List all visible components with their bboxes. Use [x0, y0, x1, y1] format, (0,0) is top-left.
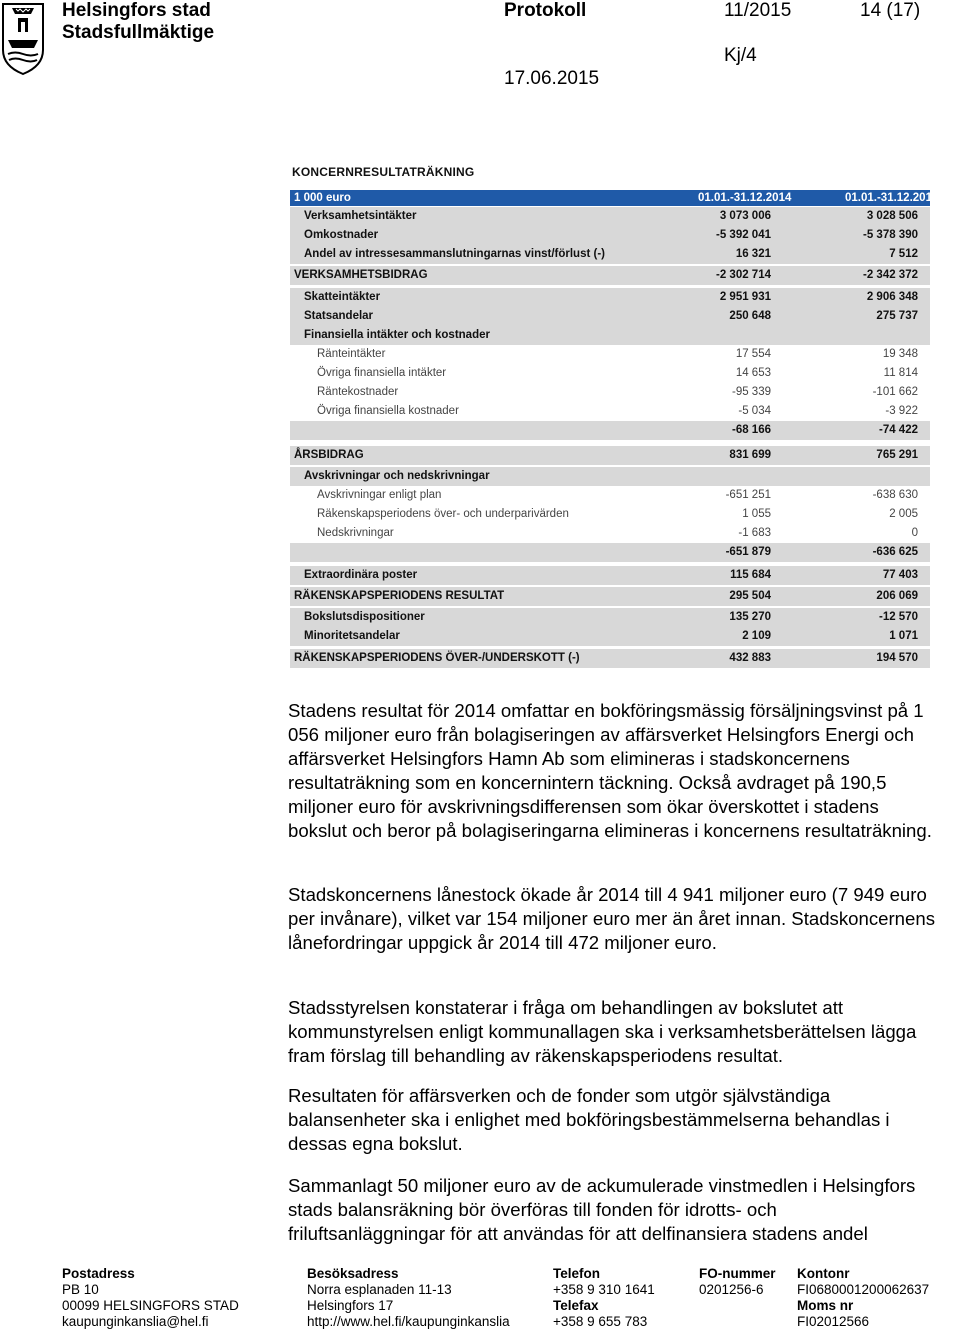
value-2014: 432 883 — [729, 652, 771, 664]
row-label: Avskrivningar enligt plan — [317, 489, 442, 501]
paragraph-loan-stock: Stadskoncernens lånestock ökade år 2014 till 4 941 miljoner euro (7 949 euro per invånare), vilket var 154 miljoner euro mer än året innan. Stadskoncernens lånefordringar uppgick år 2014 till 472 miljoner euro. — [288, 884, 935, 953]
value-2013: 765 291 — [876, 449, 918, 461]
table-row — [290, 226, 930, 245]
paragraph-enterprise-results: Resultaten för affärsverken och de fonder som utgör självständiga balansenheter ska i enlighet med bokföringsbestämmelserna behandlas i dessas egna bokslut. — [288, 1085, 890, 1154]
row-label: Räkenskapsperiodens över- och underparivärden — [317, 508, 569, 520]
footer-label: FO-nummer — [699, 1266, 776, 1281]
footer-value: +358 9 655 783 — [553, 1314, 648, 1329]
footer-label: Postadress — [62, 1266, 135, 1281]
value-2013: -101 662 — [872, 386, 918, 398]
value-2014: -651 879 — [725, 546, 771, 558]
footer-label: Telefon — [553, 1266, 600, 1281]
table-row — [290, 608, 930, 627]
value-2013: 275 737 — [876, 310, 918, 322]
row-label: Statsandelar — [304, 310, 374, 322]
footer-email: kaupunginkanslia@hel.fi — [62, 1314, 209, 1329]
row-label: Skatteintäkter — [304, 291, 381, 303]
value-2013: 2 005 — [889, 508, 918, 520]
table-row — [290, 627, 930, 646]
doc-number: 11/2015 — [724, 0, 792, 21]
value-2014: 115 684 — [730, 569, 771, 581]
value-2013: 1 071 — [889, 630, 918, 642]
paragraph-result-2014: Stadens resultat för 2014 omfattar en bokföringsmässig försäljningsvinst på 1 056 miljoner euro från bolagiseringen av affärsverket Helsingfors Energi och affärsverket Helsingfors Hamn Ab som elimineras i stadskoncernens resultaträkning som en koncernintern täckning. Också avdraget på 190,5 miljoner euro för avskrivningsdifferensen som ökar överskottet i stadens bokslut och beror på bolagiseringarna elimineras i koncernens resultaträkning. — [288, 700, 932, 841]
table-row — [290, 486, 930, 505]
table-row — [290, 364, 930, 383]
row-label: Avskrivningar och nedskrivningar — [304, 470, 490, 482]
value-2013: 19 348 — [882, 348, 918, 360]
section-code: Kj/4 — [724, 45, 757, 66]
table-row — [290, 288, 930, 307]
value-2014: 14 653 — [735, 367, 771, 379]
value-2013: 2 906 348 — [866, 291, 918, 303]
row-label: Ränteintäkter — [317, 348, 386, 360]
value-2014: -5 034 — [738, 405, 771, 417]
table-row — [290, 524, 930, 543]
value-2014: 250 648 — [729, 310, 771, 322]
meeting-date: 17.06.2015 — [504, 68, 600, 89]
row-label: Nedskrivningar — [317, 527, 394, 539]
table-row — [290, 207, 930, 226]
footer-value: FI02012566 — [797, 1314, 870, 1329]
org-body: Stadsfullmäktige — [62, 22, 215, 43]
row-label: Andel av intressesammanslutningarnas vinst/förlust (-) — [304, 248, 605, 260]
value-2014: -68 166 — [731, 424, 771, 436]
footer-visiting-address — [307, 1266, 510, 1330]
value-2013: 11 814 — [883, 367, 918, 379]
row-label: Övriga finansiella intäkter — [317, 367, 447, 379]
table-title: KONCERNRESULTATRÄKNING — [292, 165, 475, 179]
footer-phone — [553, 1266, 655, 1330]
table-row — [290, 505, 930, 524]
table-row — [290, 446, 930, 465]
value-2014: 16 321 — [735, 248, 771, 260]
footer-postal-address — [62, 1266, 239, 1330]
value-2013: -3 922 — [885, 405, 918, 417]
row-label: RÄKENSKAPSPERIODENS RESULTAT — [294, 590, 505, 602]
footer-label: Telefax — [553, 1298, 599, 1313]
value-2014: -2 302 714 — [716, 269, 771, 281]
footer-value: Helsingfors 17 — [307, 1298, 394, 1313]
row-label: Omkostnader — [304, 229, 379, 241]
table-row — [290, 566, 930, 585]
unit-label: 1 000 euro — [294, 192, 351, 204]
group-income-statement-table — [288, 160, 939, 682]
page-number: 14 (17) — [860, 0, 921, 21]
value-2013: -74 422 — [878, 424, 918, 436]
value-2013: -638 630 — [872, 489, 918, 501]
value-2013: -12 570 — [878, 611, 918, 623]
table-row — [290, 649, 930, 668]
row-label: RÄKENSKAPSPERIODENS ÖVER-/UNDERSKOTT (-) — [294, 652, 580, 664]
row-label: Räntekostnader — [317, 386, 399, 398]
column-header-2013: 01.01.-31.12.2013 — [845, 192, 939, 204]
value-2013: -636 625 — [872, 546, 918, 558]
column-header-2014: 01.01.-31.12.2014 — [698, 192, 792, 204]
value-2013: 3 028 506 — [866, 210, 918, 222]
value-2013: 77 403 — [882, 569, 918, 581]
table-row — [290, 383, 930, 402]
value-2014: -651 251 — [725, 489, 771, 501]
footer-value: +358 9 310 1641 — [553, 1282, 655, 1297]
footer-label: Kontonr — [797, 1266, 850, 1281]
table-row — [290, 245, 930, 264]
doc-type: Protokoll — [504, 0, 587, 21]
value-2014: 135 270 — [729, 611, 771, 623]
value-2014: -1 683 — [738, 527, 771, 539]
value-2014: 295 504 — [729, 590, 771, 602]
table-row — [290, 402, 930, 421]
paragraph-fund-transfer: Sammanlagt 50 miljoner euro av de ackumulerade vinstmedlen i Helsingfors stads balansräkning bör överföras till fonden för idrotts- och friluftsanläggningar för att användas för att delfinansiera stadens andel — [288, 1175, 916, 1244]
table-row — [290, 467, 930, 486]
value-2013: -2 342 372 — [863, 269, 918, 281]
row-label: Minoritetsandelar — [304, 630, 400, 642]
footer-business-id — [699, 1266, 776, 1298]
value-2014: 831 699 — [729, 449, 771, 461]
table-row — [290, 587, 930, 606]
table-header-row — [290, 190, 939, 206]
footer-label: Besöksadress — [307, 1266, 399, 1281]
value-2013: 7 512 — [889, 248, 918, 260]
value-2014: 17 554 — [735, 348, 771, 360]
row-label: Övriga finansiella kostnader — [317, 405, 459, 417]
row-label: Bokslutsdispositioner — [304, 611, 425, 623]
value-2013: -5 378 390 — [863, 229, 918, 241]
row-label: VERKSAMHETSBIDRAG — [294, 269, 428, 281]
value-2014: 3 073 006 — [719, 210, 771, 222]
row-label: Extraordinära poster — [304, 569, 418, 581]
footer-value: 00099 HELSINGFORS STAD — [62, 1298, 239, 1313]
table-row — [290, 345, 930, 364]
row-label: Verksamhetsintäkter — [304, 210, 417, 222]
value-2014: -5 392 041 — [716, 229, 771, 241]
table-row — [290, 307, 930, 326]
org-name: Helsingfors stad — [62, 0, 211, 21]
value-2013: 206 069 — [876, 590, 918, 602]
value-2014: 2 109 — [742, 630, 771, 642]
row-label: ÅRSBIDRAG — [294, 449, 364, 461]
value-2014: 2 951 931 — [719, 291, 771, 303]
footer-value: PB 10 — [62, 1282, 99, 1297]
table-row — [290, 326, 930, 345]
table-row — [290, 266, 930, 285]
paragraph-board-statement: Stadsstyrelsen konstaterar i fråga om behandlingen av bokslutet att kommunstyrelsen enligt kommunallagen ska i verksamhetsberättelsen lägga fram förslag till behandling av räkenskapsperiodens resultat. — [288, 997, 917, 1066]
value-2014: -95 339 — [731, 386, 771, 398]
value-2013: 0 — [911, 527, 918, 539]
row-label: Finansiella intäkter och kostnader — [304, 329, 490, 341]
footer-label: Moms nr — [797, 1298, 854, 1313]
footer-value: 0201256-6 — [699, 1282, 764, 1297]
table-row-subtotal — [290, 421, 930, 440]
value-2014: 1 055 — [742, 508, 771, 520]
footer-value: Norra esplanaden 11-13 — [307, 1282, 452, 1297]
table-row-subtotal — [290, 543, 930, 562]
footer-website: http://www.hel.fi/kaupunginkanslia — [307, 1314, 510, 1329]
footer-value: FI0680001200062637 — [797, 1282, 930, 1297]
helsinki-crest-logo — [0, 0, 46, 76]
value-2013: 194 570 — [876, 652, 918, 664]
footer-account — [797, 1266, 929, 1330]
